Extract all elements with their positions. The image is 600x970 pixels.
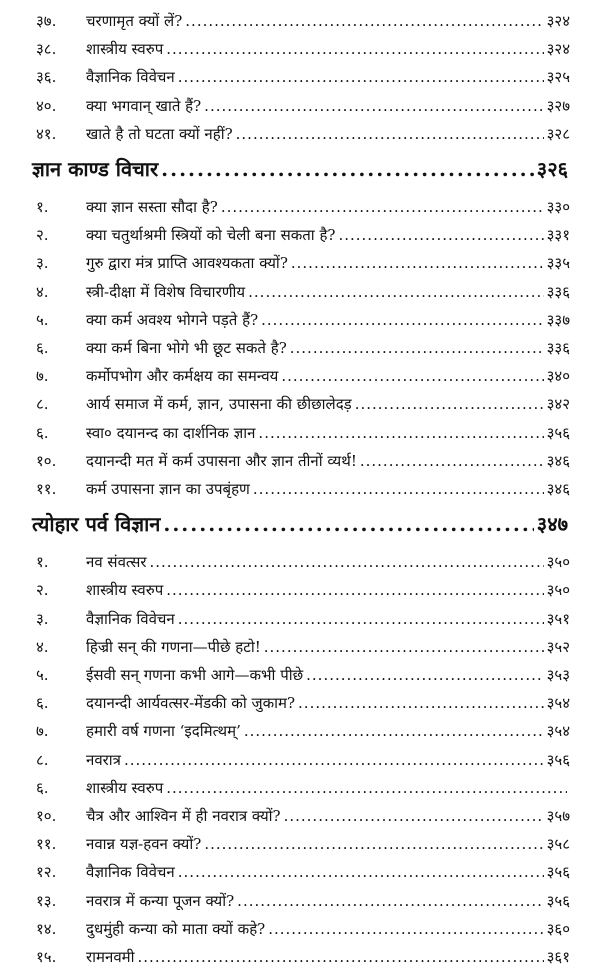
entry-line [86,944,570,970]
entry-number: ५. [36,310,49,329]
entry-line [86,888,570,914]
entry-line [86,916,570,942]
toc-entry [0,606,600,632]
dot-leader [281,363,543,389]
page-number: ३२८ [546,124,570,143]
toc-entry [0,944,600,970]
entry-line [86,222,570,248]
page-number: ३३७ [546,310,570,329]
toc-entry [0,803,600,829]
toc-entry [0,775,600,801]
entry-line [86,690,570,716]
entry-title: खाते है तो घटता क्यों नहीं? [86,124,233,143]
entry-number: १२. [36,863,57,882]
entry-title: क्या ज्ञान सस्ता सौदा है? [86,198,218,216]
toc-entry [0,250,600,276]
dot-leader [178,606,544,632]
page-number: ३२४ [546,40,570,59]
entry-title: कर्म उपासना ज्ञान का उपबृंहण [86,480,250,498]
entry-number: ४०. [36,96,57,115]
entry-line [32,509,568,539]
entry-number: ६. [36,778,49,797]
dot-leader [284,803,544,829]
entry-line [86,279,570,305]
dot-leader [204,831,543,857]
page-number: ३४७ [536,512,568,537]
entry-number: ६. [36,423,49,442]
dot-leader [149,549,543,575]
entry-number: १०. [36,451,57,470]
dot-leader [258,420,543,446]
entry-number: ४१. [36,124,57,143]
entry-line [86,64,570,90]
entry-number: ८. [36,750,49,769]
toc-entry [0,194,600,220]
page-number: ३५० [546,581,570,600]
entry-line [86,391,570,417]
entry-line [86,363,570,389]
section-title: ज्ञान काण्ड विचार [32,157,159,181]
dot-leader [360,448,544,474]
page-number: ३४२ [546,395,570,414]
entry-number: २. [36,226,49,245]
entry-number: ३८. [36,40,57,59]
entry-title: वैज्ञानिक विवेचन [86,609,175,628]
entry-number: ७. [36,722,49,741]
toc-entry [0,718,600,744]
entry-line [86,8,570,34]
toc-entry [0,420,600,446]
dot-leader [236,121,544,147]
entry-number: ३६. [36,68,57,87]
entry-number: १०. [36,807,57,825]
entry-number: ११. [36,480,57,498]
dot-leader [204,93,543,119]
page-number: ३५४ [546,722,570,741]
entry-title: नव संवत्सर [86,553,147,572]
page-number: ३५६ [546,423,570,442]
entry-title: ईसवी सन् गणना कभी आगे—कभी पीछे [86,666,304,684]
dot-leader [161,154,534,184]
section-heading [0,509,600,535]
page-number: ३२६ [536,157,568,181]
entry-number: १३. [36,891,57,910]
toc-entry [0,634,600,660]
entry-title: वैज्ञानिक विवेचन [86,68,175,87]
entry-line [86,747,570,773]
entry-line [86,335,570,361]
entry-line [86,194,570,220]
dot-leader [298,690,544,716]
dot-leader [185,8,543,34]
dot-leader [355,391,544,417]
entry-number: ५. [36,666,49,684]
toc-entry [0,549,600,575]
dot-leader [138,944,544,970]
entry-title: नवरात्र में कन्या पूजन क्यों? [86,891,235,910]
dot-leader [264,634,544,660]
dot-leader [166,775,567,801]
entry-number: ३. [36,254,49,273]
page-number: ३३६ [546,339,570,357]
entry-title: चैत्र और आश्विन में ही नवरात्र क्यों? [86,807,281,825]
toc-entry [0,391,600,417]
toc-entry [0,662,600,688]
toc-entry [0,747,600,773]
toc-entry [0,279,600,305]
page-number: ३३५ [546,254,570,273]
entry-title: शास्त्रीय स्वरुप [86,778,164,797]
page-number: ३३१ [546,226,570,245]
toc-entry [0,64,600,90]
toc-entry [0,36,600,62]
entry-number: ६. [36,339,49,357]
entry-line [86,307,570,333]
page-number: ३५१ [546,609,570,628]
page-number: ३५६ [546,750,570,769]
entry-title: दुधमुंही कन्या को माता क्यों कहे? [86,919,266,938]
page-number: ३६१ [546,948,570,966]
dot-leader [166,36,543,62]
toc-entry [0,8,600,34]
entry-title: क्या कर्म अवश्य भोगने पड़ते हैं? [86,310,259,329]
entry-title: रामनवमी [86,948,135,966]
page-number: ३५० [546,553,570,572]
entry-title: दयानन्दी आर्यवत्सर-मेंडकी को जुकाम? [86,694,296,713]
toc-entry [0,363,600,389]
entry-number: ८. [36,395,49,414]
toc-entry [0,888,600,914]
entry-line [32,154,568,184]
page-number: ३५२ [546,637,570,656]
entry-line [86,577,570,603]
dot-leader [166,577,543,603]
entry-title: शास्त्रीय स्वरुप [86,581,164,600]
toc-entry [0,448,600,474]
entry-line [86,859,570,885]
entry-line [86,448,570,474]
entry-line [86,803,570,829]
section-title: त्योहार पर्व विज्ञान [32,512,161,537]
dot-leader [306,662,543,688]
entry-title: क्या चतुर्थाश्रमी स्त्रियों को चेली बना सकता है? [86,226,336,245]
entry-number: ३७. [36,12,57,30]
entry-line [86,93,570,119]
page-number: ३५८ [546,835,570,854]
dot-leader [221,194,544,220]
toc-entry [0,93,600,119]
dot-leader [237,888,543,914]
entry-number: ४. [36,637,49,656]
toc-entry [0,121,600,147]
entry-line [86,662,570,688]
entry-number: १. [36,553,49,572]
dot-leader [244,718,544,744]
page-number: ३४० [546,367,570,386]
entry-title: स्त्री-दीक्षा में विशेष विचारणीय [86,282,246,301]
page-number: ३५४ [546,694,570,713]
toc-entry [0,222,600,248]
page-number: ३५३ [546,666,570,684]
entry-title: क्या कर्म बिना भोगे भी छूट सकते है? [86,339,287,357]
page-number: ३२७ [546,96,570,115]
toc-entry [0,690,600,716]
page-number: ३५६ [546,891,570,910]
dot-leader [178,64,544,90]
entry-title: चरणामृत क्यों लें? [86,12,183,30]
entry-title: नवरात्र [86,750,121,769]
dot-leader [268,916,543,942]
entry-title: हमारी वर्ष गणना ‘इदमित्थम्’ [86,722,241,741]
entry-title: कर्मोपभोग और कर्मक्षय का समन्वय [86,367,279,386]
dot-leader [261,307,543,333]
entry-line [86,606,570,632]
dot-leader [291,250,544,276]
entry-number: ७. [36,367,49,386]
entry-number: ३. [36,609,49,628]
entry-title: दयानन्दी मत में कर्म उपासना और ज्ञान तीनों व्यर्थ! [86,451,357,470]
entry-line [86,831,570,857]
entry-title: क्या भगवान् खाते हैं? [86,96,202,115]
dot-leader [124,747,544,773]
toc-entry [0,859,600,885]
entry-line [86,775,570,801]
entry-line [86,36,570,62]
toc-entry [0,335,600,361]
entry-line [86,549,570,575]
entry-title: स्वा० दयानन्द का दार्शनिक ज्ञान [86,423,256,442]
entry-title: गुरु द्वारा मंत्र प्राप्ति आवश्यकता क्यों? [86,254,288,273]
dot-leader [178,859,544,885]
page-number: ३५६ [546,863,570,882]
page-number: ३४६ [546,480,570,498]
page-number: ३६० [546,919,570,938]
entry-title: नवान्न यज्ञ-हवन क्यों? [86,835,202,854]
toc-entry [0,577,600,603]
entry-number: ६. [36,694,49,713]
entry-number: १. [36,198,49,216]
page-number: ३३० [546,198,570,216]
dot-leader [290,335,544,361]
entry-title: शास्त्रीय स्वरुप [86,40,164,59]
entry-number: १४. [36,919,57,938]
entry-line [86,718,570,744]
page-number: ३२५ [546,68,570,87]
dot-leader [338,222,543,248]
entry-title: हिज्री सन् की गणना—पीछे हटो! [86,637,261,656]
dot-leader [163,509,533,539]
entry-line [86,121,570,147]
entry-line [86,420,570,446]
section-heading [0,154,600,180]
toc-entry [0,476,600,502]
page-number: ३५७ [546,807,570,825]
toc-entry [0,307,600,333]
page-number: ३४६ [546,451,570,470]
dot-leader [253,476,544,502]
entry-line [86,634,570,660]
toc-entry [0,916,600,942]
entry-number: ४. [36,282,49,301]
entry-number: २. [36,581,49,600]
dot-leader [248,279,543,305]
entry-number: १५. [36,948,57,966]
entry-line [86,250,570,276]
entry-number: ११. [36,835,57,854]
entry-line [86,476,570,502]
page-number: ३३६ [546,282,570,301]
entry-title: आर्य समाज में कर्म, ज्ञान, उपासना की छीछालेदड़ [86,395,352,414]
entry-title: वैज्ञानिक विवेचन [86,863,175,882]
toc-entry [0,831,600,857]
page-number: ३२४ [546,12,570,30]
